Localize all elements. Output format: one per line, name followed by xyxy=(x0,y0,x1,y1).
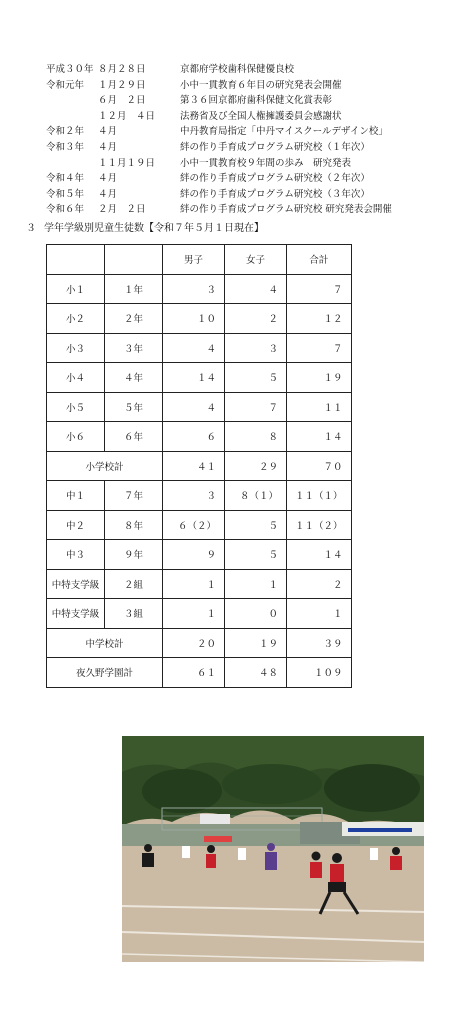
female-count: ３ xyxy=(225,333,287,363)
row-group: 小６ xyxy=(47,422,105,452)
row-group: 中３ xyxy=(47,540,105,570)
table-row xyxy=(47,363,352,393)
male-count: ２０ xyxy=(163,628,225,658)
table-row xyxy=(47,658,352,688)
male-count: ４１ xyxy=(163,451,225,481)
history-row xyxy=(0,203,464,217)
history-event: 第３６回京都府歯科保健文化賞表彰 xyxy=(180,95,333,107)
total-count: １９ xyxy=(287,363,352,393)
table-row xyxy=(47,304,352,334)
total-count: １４ xyxy=(287,422,352,452)
total-count: ７０ xyxy=(287,451,352,481)
male-count: １０ xyxy=(163,304,225,334)
history-era: 令和５年 xyxy=(46,188,85,200)
history-era: 令和４年 xyxy=(46,173,85,185)
total-count: ７ xyxy=(287,274,352,304)
history-event: 小中一貫教育校９年間の歩み 研究発表 xyxy=(180,157,352,169)
row-group: 中２ xyxy=(47,510,105,540)
table-row xyxy=(47,422,352,452)
section-title: 学年学級別児童生徒数【令和７年５月１日現在】 xyxy=(44,223,264,234)
male-count: ６（２） xyxy=(163,510,225,540)
table-row xyxy=(47,392,352,422)
total-count: １４ xyxy=(287,540,352,570)
history-event: 絆の作り手育成プログラム研究校（３年次） xyxy=(180,188,370,200)
female-count: １ xyxy=(225,569,287,599)
male-count: ３ xyxy=(163,274,225,304)
table-row xyxy=(47,540,352,570)
history-row xyxy=(0,157,464,171)
history-date: ６月 ２日 xyxy=(98,95,146,107)
history-event: 法務省及び全国人権擁護委員会感謝状 xyxy=(180,110,342,122)
history-era: 令和２年 xyxy=(46,126,85,138)
row-subtotal-label: 夜久野学園計 xyxy=(47,658,163,688)
table-row xyxy=(47,333,352,363)
row-grade: １年 xyxy=(105,274,163,304)
table-row xyxy=(47,481,352,511)
total-count: １０９ xyxy=(287,658,352,688)
row-group: 小２ xyxy=(47,304,105,334)
total-count: ７ xyxy=(287,333,352,363)
row-grade: ７年 xyxy=(105,481,163,511)
row-group: 小１ xyxy=(47,274,105,304)
total-count: １２ xyxy=(287,304,352,334)
row-group: 中特支学級 xyxy=(47,599,105,629)
history-row xyxy=(0,110,464,124)
history-date: ４月 xyxy=(98,142,118,153)
female-count: ０ xyxy=(225,599,287,629)
row-group: 中１ xyxy=(47,481,105,511)
total-count: ３９ xyxy=(287,628,352,658)
female-count: ８ xyxy=(225,422,287,452)
female-count: ５ xyxy=(225,540,287,570)
history-date: ２月 ２日 xyxy=(98,204,146,216)
history-event: 京都府学校歯科保健優良校 xyxy=(180,64,295,75)
history-date: １月２９日 xyxy=(98,79,146,91)
history-event: 絆の作り手育成プログラム研究校 研究発表会開催 xyxy=(180,204,392,216)
history-row xyxy=(0,188,464,202)
table-row xyxy=(47,599,352,629)
column-header: 男子 xyxy=(163,245,225,275)
male-count: ４ xyxy=(163,333,225,363)
female-count: ８（１） xyxy=(225,481,287,511)
history-row xyxy=(0,141,464,155)
history-date: １２月 ４日 xyxy=(98,110,156,122)
total-count: ２ xyxy=(287,569,352,599)
history-date: ４月 xyxy=(98,188,118,200)
female-count: ４ xyxy=(225,274,287,304)
section-number: ３ xyxy=(26,223,36,234)
row-grade: ３組 xyxy=(105,599,163,629)
total-count: １１（２） xyxy=(287,510,352,540)
column-header: 女子 xyxy=(225,245,287,275)
total-count: １ xyxy=(287,599,352,629)
row-grade: ４年 xyxy=(105,363,163,393)
table-row xyxy=(47,569,352,599)
history-event: 絆の作り手育成プログラム研究校（１年次） xyxy=(180,142,370,153)
row-group: 小５ xyxy=(47,392,105,422)
row-group: 小４ xyxy=(47,363,105,393)
history-date: ４月 xyxy=(98,173,118,185)
row-grade: ８年 xyxy=(105,510,163,540)
column-header: 合計 xyxy=(287,245,352,275)
total-count: １１ xyxy=(287,392,352,422)
history-event: 絆の作り手育成プログラム研究校（２年次） xyxy=(180,173,370,185)
row-grade: ２組 xyxy=(105,569,163,599)
header-blank xyxy=(47,245,105,275)
history-row xyxy=(0,125,464,139)
table-row xyxy=(47,274,352,304)
male-count: ６１ xyxy=(163,658,225,688)
sports-day-photo xyxy=(122,736,424,962)
history-row xyxy=(0,63,464,77)
row-grade: ２年 xyxy=(105,304,163,334)
photo-illustration xyxy=(122,736,424,962)
female-count: ５ xyxy=(225,363,287,393)
history-era: 令和３年 xyxy=(46,142,85,153)
history-date: １１月１９日 xyxy=(98,157,156,169)
history-date: ８月２８日 xyxy=(98,64,146,75)
male-count: ６ xyxy=(163,422,225,452)
male-count: ９ xyxy=(163,540,225,570)
male-count: ３ xyxy=(163,481,225,511)
history-era: 令和元年 xyxy=(46,79,85,91)
male-count: １ xyxy=(163,599,225,629)
table-row xyxy=(47,451,352,481)
row-subtotal-label: 小学校計 xyxy=(47,451,163,481)
row-subtotal-label: 中学校計 xyxy=(47,628,163,658)
female-count: ２９ xyxy=(225,451,287,481)
male-count: １ xyxy=(163,569,225,599)
female-count: １９ xyxy=(225,628,287,658)
female-count: ５ xyxy=(225,510,287,540)
total-count: １１（１） xyxy=(287,481,352,511)
female-count: ７ xyxy=(225,392,287,422)
row-grade: ３年 xyxy=(105,333,163,363)
history-event: 小中一貫教育６年目の研究発表会開催 xyxy=(180,79,342,91)
row-group: 中特支学級 xyxy=(47,569,105,599)
history-row xyxy=(0,79,464,93)
table-row xyxy=(47,628,352,658)
row-grade: ５年 xyxy=(105,392,163,422)
history-date: ４月 xyxy=(98,126,118,138)
history-era: 令和６年 xyxy=(46,204,85,216)
female-count: ４８ xyxy=(225,658,287,688)
history-era: 平成３０年 xyxy=(46,64,94,75)
male-count: ４ xyxy=(163,392,225,422)
enrollment-table xyxy=(46,244,352,688)
row-grade: ６年 xyxy=(105,422,163,452)
history-event: 中丹教育局指定「中丹マイスクールデザイン校」 xyxy=(180,126,388,138)
row-group: 小３ xyxy=(47,333,105,363)
row-grade: ９年 xyxy=(105,540,163,570)
header-blank xyxy=(105,245,163,275)
table-row xyxy=(47,510,352,540)
history-row xyxy=(0,94,464,108)
female-count: ２ xyxy=(225,304,287,334)
table-header-row xyxy=(47,245,352,275)
male-count: １４ xyxy=(163,363,225,393)
history-row xyxy=(0,172,464,186)
